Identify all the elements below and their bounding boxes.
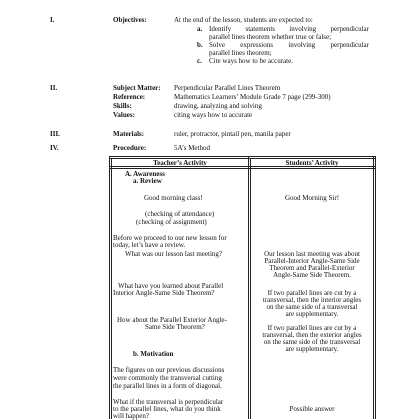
student-answer-line: Parallel-Interior Angle-Same Side [264, 257, 360, 265]
assignment-note: (checking of assignment) [136, 218, 207, 226]
objective-item-line: parallel lines theorem whether true or false; [209, 33, 332, 41]
review-intro-line: Before we proceed to our new lesson for [113, 234, 227, 242]
student-answer-line: Our lesson last meeting was about [264, 250, 360, 258]
table-border-left-inner [111, 158, 112, 419]
procedure-label: Procedure: [113, 144, 147, 152]
motivation-text-line: were commonly the transversal cutting [113, 374, 222, 382]
objectives-label: Objectives: [113, 16, 147, 24]
subject-matter-value: Perpendicular Parallel Lines Theorem [174, 84, 281, 92]
procedure-value: 5A’s Method [174, 144, 210, 152]
motivation-question-line: will happen? [113, 412, 149, 420]
table-header-divider-inner [109, 168, 375, 169]
attendance-note: (checking of attendance) [145, 210, 215, 218]
motivation-text-line: the parallel lines in a form of diagonal. [113, 382, 222, 390]
objectives-intro: At the end of the lesson, students are expected to: [174, 16, 313, 24]
motivation-question-line: to the parallel lines, what do you think [113, 405, 221, 413]
motivation-text-line: The figures on our previous discussions [113, 366, 225, 374]
student-answer-line: If two parallel lines are cut by a [267, 289, 357, 297]
reference-label: Reference: [113, 93, 146, 101]
student-answer-line: are supplementary. [285, 345, 339, 353]
question-interior-line: What have you learned about Parallel [118, 282, 224, 290]
motivation-question-line: What if the transversal is perpendicular [113, 398, 224, 406]
question-exterior-line: How about the Parallel Exterior Angle- [117, 316, 227, 324]
subject-matter-label: Subject Matter: [113, 84, 161, 92]
student-answer-line: on the same side of the transversal [263, 338, 361, 346]
table-border-top [109, 156, 375, 157]
skills-label: Skills: [113, 102, 132, 110]
student-answer-line: on the same side of a transversal [266, 303, 358, 311]
objective-item-line: Cite ways how to be accurate. [209, 57, 293, 65]
objective-item-line: Solve expressions involving perpendicular [209, 41, 369, 49]
table-column-divider [248, 156, 249, 419]
student-greeting: Good Morning Sir! [284, 194, 340, 202]
review-intro-line: today, let’s have a review. [113, 241, 186, 249]
table-border-right-outer [375, 156, 376, 419]
objective-marker: a. [197, 25, 203, 33]
question-last-meeting: What was our lesson last meeting? [125, 250, 223, 258]
question-exterior-line: Same Side Theorem? [145, 323, 205, 331]
teacher-activity-header: Teacher’s Activity [153, 159, 207, 167]
question-interior-line: Interior Angle-Same Side Theorem? [113, 289, 215, 297]
student-answer-line: Angle-Same Side Theorem. [273, 271, 351, 279]
objective-marker: b. [197, 41, 203, 49]
section-number-materials: III. [50, 130, 60, 138]
student-answer-line: If two parallel lines are cut by a [267, 324, 357, 332]
table-border-right [373, 156, 374, 419]
values-value: citing ways how to accurate [174, 111, 253, 119]
section-number-subject: II. [50, 84, 58, 92]
reference-value: Mathematics Learners’ Module Grade 7 page (299-300) [174, 93, 331, 101]
objective-item-line: parallel lines theorem; [209, 49, 272, 57]
section-number-objectives: I. [50, 16, 55, 24]
student-answer-line: transversal, then the interior angles [262, 296, 362, 304]
values-label: Values: [113, 111, 135, 119]
students-activity-header: Students’ Activity [285, 159, 339, 167]
awareness-heading: A. Awareness [125, 170, 165, 178]
student-answer-line: transversal, then the exterior angles [262, 331, 362, 339]
objective-marker: c. [197, 57, 202, 65]
table-border-left [109, 156, 110, 419]
materials-label: Materials: [113, 130, 145, 138]
objective-item-line: Identify statements involving perpendicular [209, 25, 369, 33]
student-answer-line: Theorem and Parallel-Exterior [269, 264, 355, 272]
motivation-heading: b. Motivation [133, 350, 174, 358]
skills-value: drawing, analyzing and solving [174, 102, 262, 110]
section-number-procedure: IV. [50, 144, 59, 152]
student-possible-answer: Possible answer [289, 405, 335, 413]
materials-value: ruler, protractor, pintail pen, manila paper [174, 130, 291, 138]
student-answer-line: are supplementary. [285, 310, 339, 318]
review-heading: a. Review [133, 177, 162, 185]
teacher-greeting: Good morning class! [144, 194, 203, 202]
